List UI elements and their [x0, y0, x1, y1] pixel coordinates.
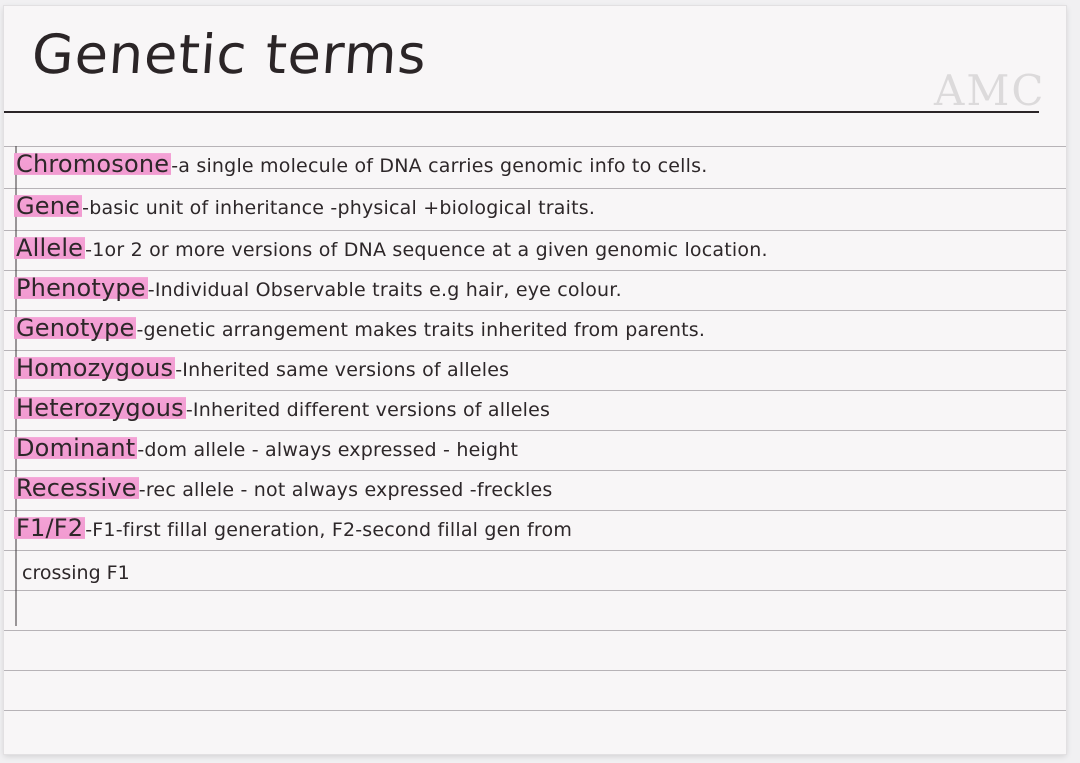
term-row [14, 236, 768, 263]
term-label: Gene [16, 192, 81, 220]
term-label: Homozygous [16, 354, 174, 382]
term-label: Genotype [16, 314, 135, 342]
term-definition: -basic unit of inheritance -physical +biological traits. [82, 197, 596, 219]
term-row [14, 516, 572, 543]
term-row [14, 276, 622, 303]
watermark-logo: AMC [934, 66, 1046, 115]
term-definition: -F1-first fillal generation, F2-second fillal gen from [85, 519, 573, 541]
ruled-line [4, 146, 1066, 147]
term-definition: -1or 2 or more versions of DNA sequence at a given genomic location. [85, 239, 768, 261]
ruled-line [4, 310, 1066, 311]
term-definition: -dom allele - always expressed - height [137, 439, 519, 461]
page-title: Genetic terms [29, 23, 430, 86]
notecard [4, 6, 1066, 754]
term-row [14, 396, 550, 423]
ruled-line [4, 550, 1066, 551]
ruled-line [4, 630, 1066, 631]
header-underline [4, 111, 1039, 113]
term-label: Heterozygous [16, 394, 184, 422]
ruled-line [4, 590, 1066, 591]
term-label: F1/F2 [16, 514, 84, 542]
term-definition: -rec allele - not always expressed -freckles [138, 479, 553, 501]
term-definition: -Individual Observable traits e.g hair, eye colour. [147, 279, 622, 301]
term-definition: -Inherited different versions of alleles [185, 399, 551, 421]
ruled-line [4, 430, 1066, 431]
ruled-line [4, 350, 1066, 351]
term-row [14, 152, 707, 179]
ruled-line [4, 270, 1066, 271]
term-row [14, 436, 518, 463]
term-row [14, 356, 509, 383]
ruled-line [4, 230, 1066, 231]
term-row [14, 194, 595, 221]
term-row [14, 316, 705, 343]
ruled-line [4, 188, 1066, 189]
term-row [14, 476, 553, 503]
term-label: Recessive [16, 474, 137, 502]
ruled-line [4, 670, 1066, 671]
ruled-line [4, 470, 1066, 471]
term-label: Allele [16, 234, 84, 262]
term-label: Phenotype [16, 274, 146, 302]
ruled-line [4, 390, 1066, 391]
ruled-line [4, 510, 1066, 511]
term-label: Chromosone [16, 150, 170, 178]
term-definition: -genetic arrangement makes traits inherited from parents. [136, 319, 706, 341]
term-continuation: crossing F1 [22, 562, 130, 584]
term-label: Dominant [16, 434, 136, 462]
term-definition: -a single molecule of DNA carries genomic info to cells. [171, 155, 708, 177]
ruled-line [4, 710, 1066, 711]
term-definition: -Inherited same versions of alleles [175, 359, 510, 381]
